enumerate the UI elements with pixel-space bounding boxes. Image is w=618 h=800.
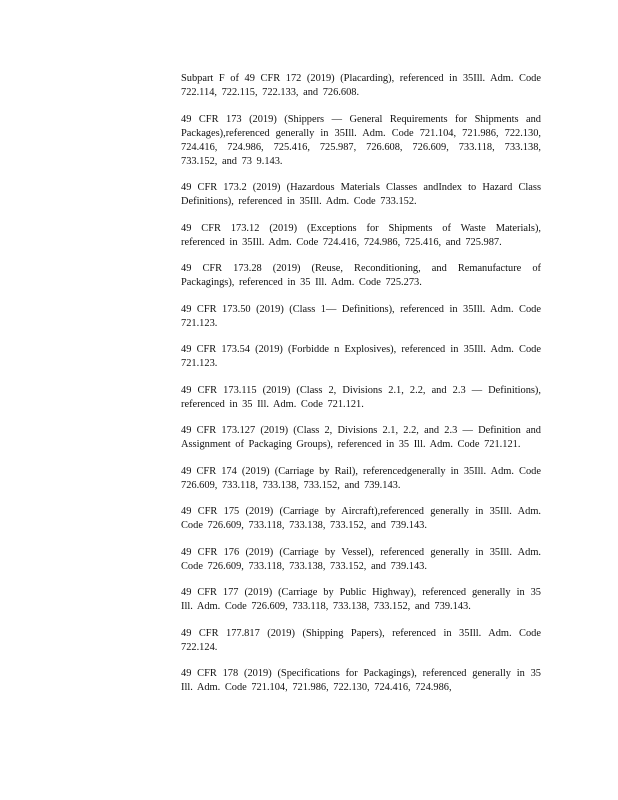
reference-entry: Subpart F of 49 CFR 172 (2019) (Placarding), referenced in 35Ill. Adm. Code 722.114, 722.115, 722.133, and 726.608. — [181, 73, 541, 98]
reference-entry: 49 CFR 173.2 (2019) (Hazardous Materials Classes andIndex to Hazard Class Definitions), referenced in 35Ill. Adm. Code 733.152. — [181, 182, 541, 207]
reference-list — [181, 72, 541, 708]
reference-entry: 49 CFR 173.115 (2019) (Class 2, Divisions 2.1, 2.2, and 2.3 — Definitions), referenced in 35 Ill. Adm. Code 721.121. — [181, 384, 541, 410]
reference-entry: 49 CFR 173.54 (2019) (Forbidde n Explosives), referenced in 35Ill. Adm. Code 721.123. — [181, 344, 541, 369]
reference-entry: 49 CFR 173.28 (2019) (Reuse, Reconditioning, and Remanufacture of Packagings), referenced in 35 Ill. Adm. Code 725.273. — [181, 263, 541, 288]
reference-entry: 49 CFR 176 (2019) (Carriage by Vessel), referenced generally in 35Ill. Adm. Code 726.609, 733.118, 733.138, 733.152, and 739.143. — [181, 546, 541, 572]
reference-entry: 49 CFR 177.817 (2019) (Shipping Papers), referenced in 35Ill. Adm. Code 722.124. — [181, 627, 541, 653]
reference-entry: 49 CFR 177 (2019) (Carriage by Public Highway), referenced generally in 35 Ill. Adm. Code 726.609, 733.118, 733.138, 733.152, and 739.143. — [181, 587, 541, 612]
reference-entry: 49 CFR 175 (2019) (Carriage by Aircraft),referenced generally in 35Ill. Adm. Code 726.609, 733.118, 733.138, 733.152, and 739.143. — [181, 506, 541, 531]
reference-entry: 49 CFR 174 (2019) (Carriage by Rail), referencedgenerally in 35Ill. Adm. Code 726.609, 733.118, 733.138, 733.152, and 739.143. — [181, 465, 541, 491]
reference-entry: 49 CFR 173.127 (2019) (Class 2, Divisions 2.1, 2.2, and 2.3 — Definition and Assignment of Packaging Groups), referenced in 35 Ill. Adm. Code 721.121. — [181, 425, 541, 450]
reference-entry: 49 CFR 173.50 (2019) (Class 1— Definitions), referenced in 35Ill. Adm. Code 721.123. — [181, 303, 541, 329]
reference-entry: 49 CFR 178 (2019) (Specifications for Packagings), referenced generally in 35 Ill. Adm. Code 721.104, 721.986, 722.130, 724.416, 724.986, — [181, 668, 541, 693]
reference-entry: 49 CFR 173.12 (2019) (Exceptions for Shipments of Waste Materials), referenced in 35Ill. Adm. Code 724.416, 724.986, 725.416, and 725.987. — [181, 222, 541, 248]
reference-entry: 49 CFR 173 (2019) (Shippers — General Requirements for Shipments and Packages),referenced generally in 35Ill. Adm. Code 721.104, 721.986, 722.130, 724.416, 724.986, 725.416, 725.987, 726.608, 726.609, 733.118, 733.138, 733.152, and 73 9.143. — [181, 113, 541, 167]
